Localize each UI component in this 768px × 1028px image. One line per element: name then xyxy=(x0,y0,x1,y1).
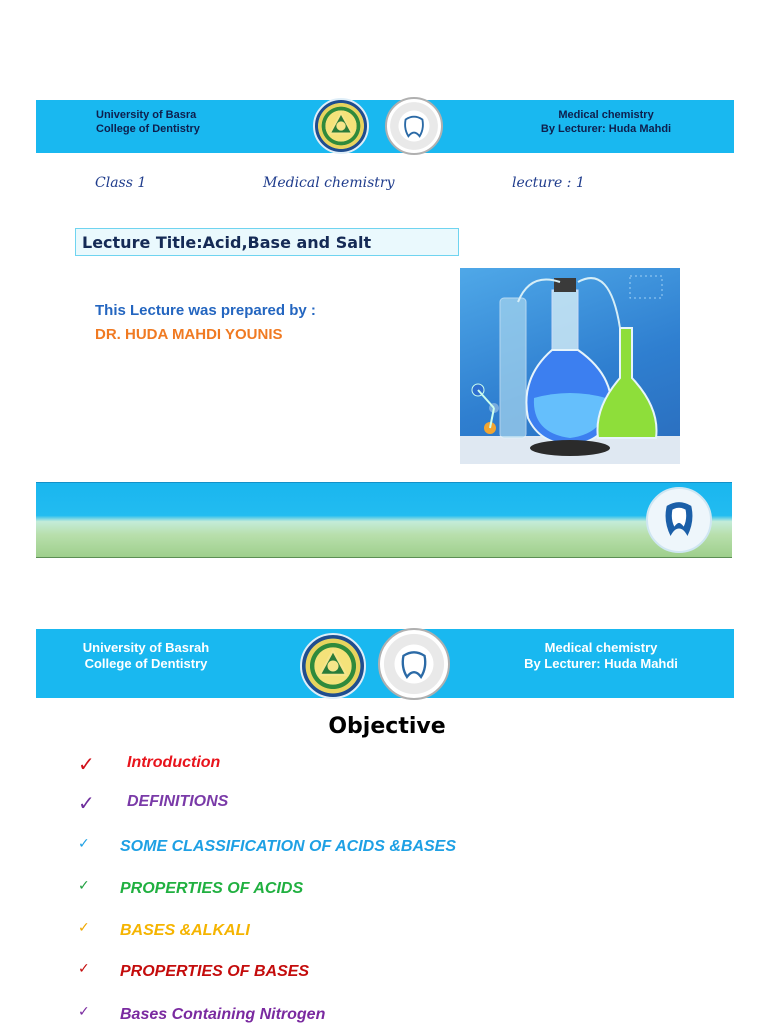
list-item xyxy=(0,920,768,944)
objective-label: BASES &ALKALI xyxy=(120,922,250,939)
lecture-title: Lecture Title:Acid,Base and Salt xyxy=(75,228,459,256)
subject-name: Medical chemistry xyxy=(558,109,654,121)
checkmark-icon: ✓ xyxy=(78,961,90,977)
objective-label: DEFINITIONS xyxy=(127,793,229,810)
checkmark-icon: ✓ xyxy=(78,791,95,815)
list-item xyxy=(0,878,768,902)
list-item xyxy=(0,836,768,860)
page1-header-left xyxy=(96,109,236,137)
university-name: University of Basrah xyxy=(82,640,210,655)
subject-name: Medical chemistry xyxy=(544,640,658,655)
list-item xyxy=(0,791,768,815)
page2-header-right xyxy=(506,640,696,673)
objective-label: Introduction xyxy=(127,754,221,771)
college-name: College of Dentistry xyxy=(96,122,200,135)
prepared-by-name: DR. HUDA MAHDI YOUNIS xyxy=(95,326,283,343)
objective-label: Bases Containing Nitrogen xyxy=(120,1006,326,1023)
university-seal-icon xyxy=(313,98,369,154)
dentistry-seal-icon xyxy=(385,97,443,155)
checkmark-icon: ✓ xyxy=(78,920,90,936)
university-seal-icon xyxy=(300,633,366,699)
chemistry-glassware-illustration xyxy=(460,268,680,464)
list-item xyxy=(0,752,768,776)
page2-header-banner xyxy=(36,629,734,698)
page1-header-right xyxy=(526,109,686,137)
college-name: College of Dentistry xyxy=(84,656,208,672)
objective-label: PROPERTIES OF ACIDS xyxy=(120,880,304,897)
dentistry-seal-icon xyxy=(378,628,450,700)
page1-footer-band xyxy=(36,482,732,558)
checkmark-icon: ✓ xyxy=(78,878,90,894)
prepared-by-label: This Lecture was prepared by : xyxy=(95,302,316,319)
page1-header-banner xyxy=(36,100,734,153)
class-label: Class 1 xyxy=(95,175,147,191)
lecturer-name: By Lecturer: Huda Mahdi xyxy=(540,122,672,135)
page2-header-left xyxy=(76,640,216,673)
lecture-number-label: lecture : 1 xyxy=(512,175,585,191)
university-name: University of Basra xyxy=(96,109,197,121)
lecturer-name: By Lecturer: Huda Mahdi xyxy=(524,656,678,672)
objective-heading: Objective xyxy=(328,714,446,739)
objective-label: SOME CLASSIFICATION OF ACIDS &BASES xyxy=(120,838,457,855)
list-item xyxy=(0,961,768,985)
checkmark-icon: ✓ xyxy=(78,836,90,852)
list-item xyxy=(0,1004,768,1028)
tooth-logo-icon xyxy=(646,487,712,553)
checkmark-icon: ✓ xyxy=(78,1004,90,1020)
subject-label: Medical chemistry xyxy=(263,175,395,191)
checkmark-icon: ✓ xyxy=(78,752,95,776)
objective-label: PROPERTIES OF BASES xyxy=(120,963,310,980)
